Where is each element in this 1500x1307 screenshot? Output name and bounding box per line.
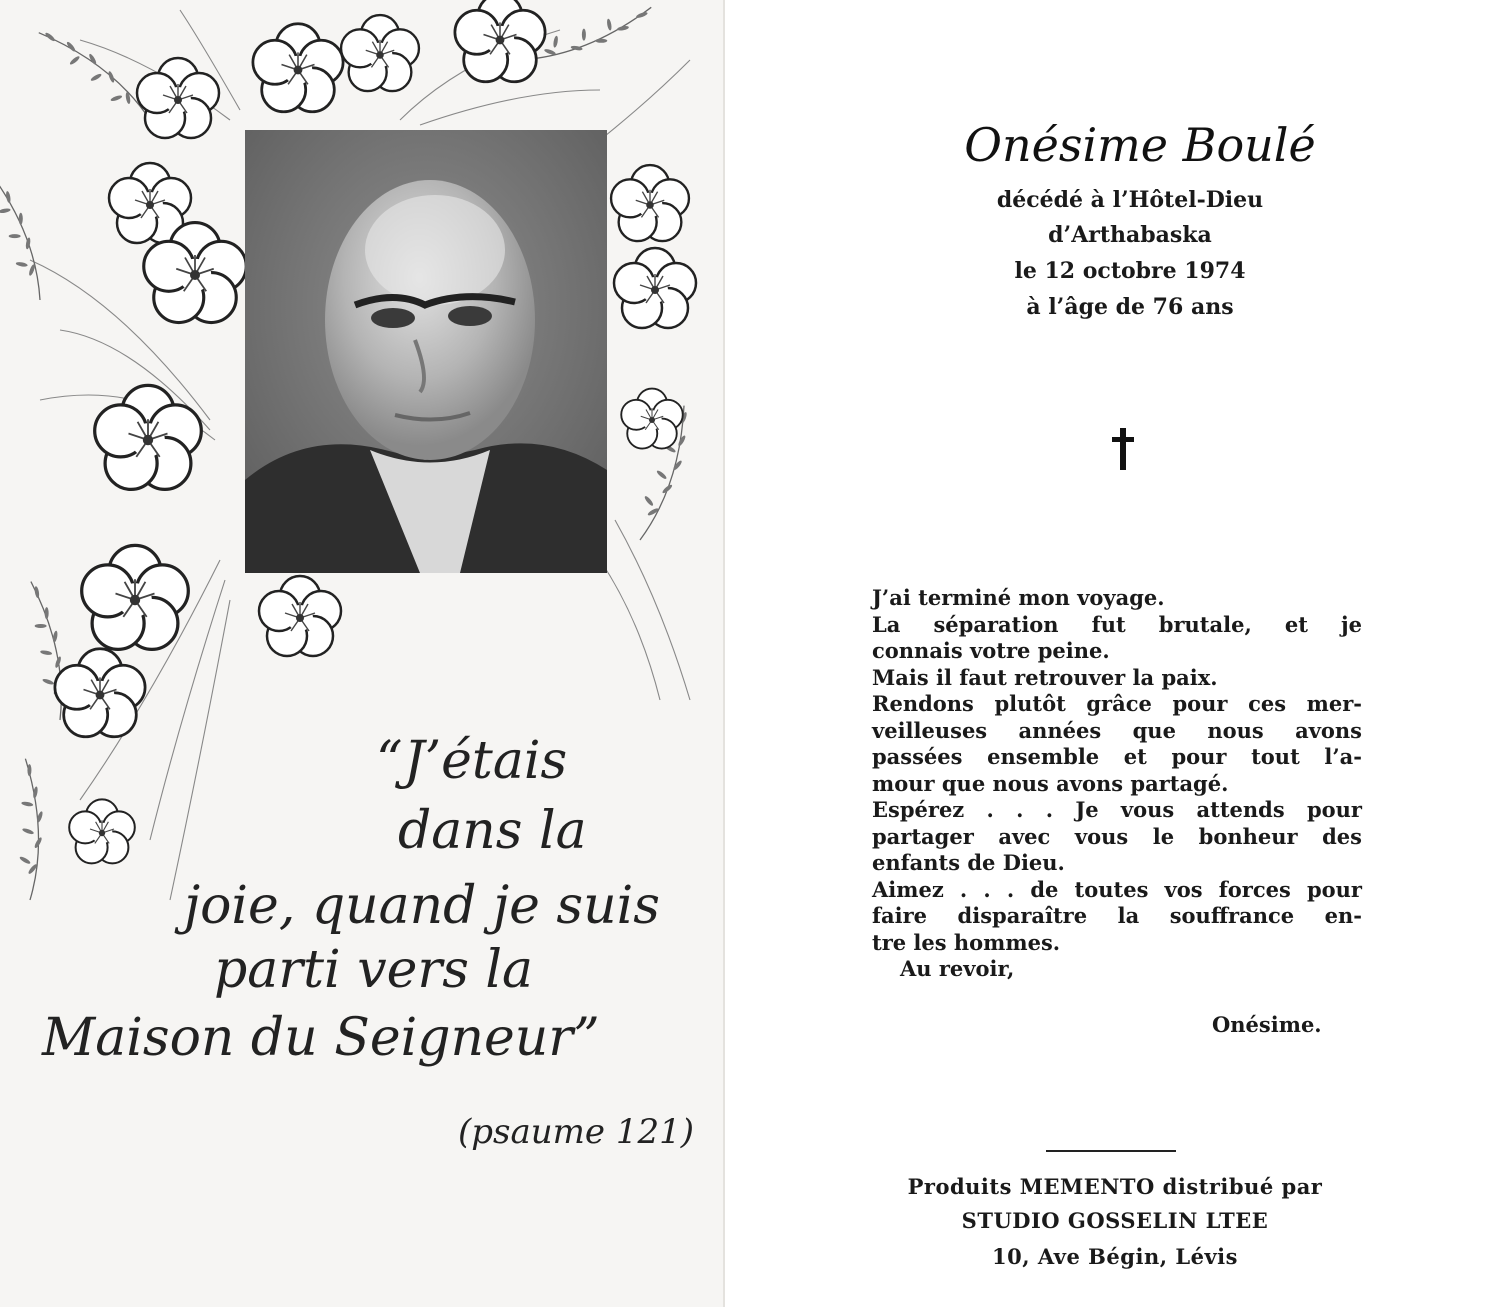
portrait-icon <box>245 130 607 573</box>
death-date: le 12 octobre 1974 <box>1014 258 1246 284</box>
quote-line-3: joie, quand je suis <box>184 876 660 936</box>
divider-rule <box>1046 1150 1176 1152</box>
farewell-poem <box>872 585 1362 983</box>
deceased-name: Onésime Boulé <box>964 118 1316 172</box>
credit-line-1: Produits MEMENTO distribué par <box>907 1174 1323 1199</box>
poem-line: J’ai terminé mon voyage. <box>872 585 1165 610</box>
credit-line-3: 10, Ave Bégin, Lévis <box>992 1244 1238 1269</box>
signature: Onésime. <box>1212 1012 1322 1037</box>
poem-line: tre les hommes. <box>872 929 1061 955</box>
quote-line-5: Maison du Seigneur” <box>42 1008 600 1068</box>
poem-line: Rendons plutôt grâce pour ces mer- <box>872 691 1362 716</box>
portrait-photo <box>245 130 607 573</box>
left-panel <box>0 0 723 1307</box>
credit-line-2: STUDIO GOSSELIN LTEE <box>961 1208 1269 1233</box>
quote-line-4: parti vers la <box>214 940 534 1000</box>
poem-line: veilleuses années que nous avons <box>872 717 1362 743</box>
poem-line: Au revoir, <box>900 956 1015 981</box>
death-place-line-1: décédé à l’Hôtel-Dieu <box>996 187 1264 213</box>
poem-line: La séparation fut brutale, et je <box>872 611 1362 637</box>
poem-line: Mais il faut retrouver la paix. <box>872 664 1218 690</box>
poem-line: connais votre peine. <box>872 638 1110 663</box>
quote-source: (psaume 121) <box>458 1112 694 1152</box>
quote-line-1: “J’étais <box>376 731 568 791</box>
quote-line-2: dans la <box>398 801 587 861</box>
death-age: à l’âge de 76 ans <box>1026 294 1234 320</box>
poem-line: faire disparaître la souffrance en- <box>872 903 1362 928</box>
poem-line: Aimez . . . de toutes vos forces pour <box>872 876 1362 902</box>
death-place-line-2: d’Arthabaska <box>1048 222 1212 248</box>
cross-icon <box>1111 428 1135 470</box>
poem-line: passées ensemble et pour tout l’a- <box>872 744 1362 769</box>
poem-line: partager avec vous le bonheur des <box>872 823 1362 849</box>
poem-line: Espérez . . . Je vous attends pour <box>872 797 1362 822</box>
poem-line: mour que nous avons partagé. <box>872 770 1229 796</box>
poem-line: enfants de Dieu. <box>872 850 1065 875</box>
panel-divider <box>723 0 725 1307</box>
